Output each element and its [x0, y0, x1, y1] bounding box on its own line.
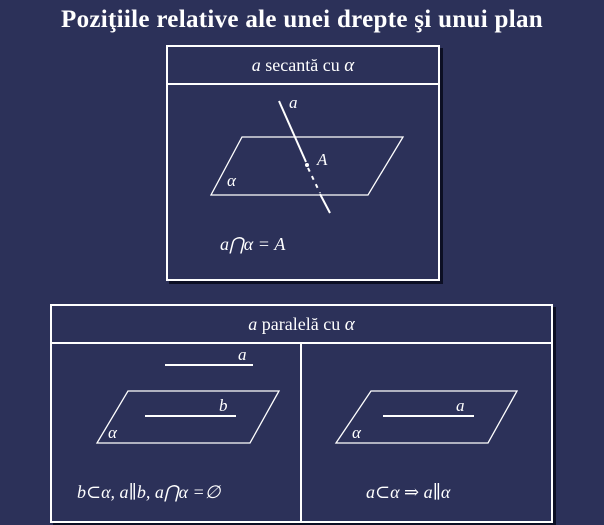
- secant-header-line: a: [251, 55, 261, 75]
- parallel-right-line-a-label: a: [456, 396, 465, 415]
- secant-line-below: [320, 194, 330, 213]
- secant-formula: a⋂α = A: [220, 234, 286, 254]
- secant-header-text: secantă cu: [265, 55, 340, 75]
- parallel-left-plane-label: α: [108, 423, 117, 442]
- parallel-header-line: a: [248, 314, 258, 334]
- secant-plane-label: α: [227, 171, 236, 190]
- secant-header-plane: α: [344, 55, 355, 76]
- parallel-header-text: paralelă cu: [261, 314, 341, 334]
- parallel-left-formula: b⊂α, a∥b, a⋂α =∅: [77, 482, 221, 502]
- parallel-header-plane: α: [344, 314, 355, 335]
- parallel-header: [52, 306, 551, 344]
- page-title: Poziţiile relative ale unei drepte şi unui plan: [61, 6, 543, 33]
- parallel-column-divider: [300, 344, 302, 521]
- parallel-left-line-a-label: a: [238, 345, 247, 364]
- parallel-right-formula: a⊂α ⇒ a∥α: [366, 482, 451, 502]
- secant-line-label: a: [289, 93, 298, 112]
- intersection-point: [305, 163, 309, 167]
- parallel-left-line-b-label: b: [219, 396, 228, 415]
- secant-line-hidden: [308, 168, 320, 193]
- secant-point-label: A: [317, 150, 328, 169]
- parallel-right-plane-label: α: [352, 423, 361, 442]
